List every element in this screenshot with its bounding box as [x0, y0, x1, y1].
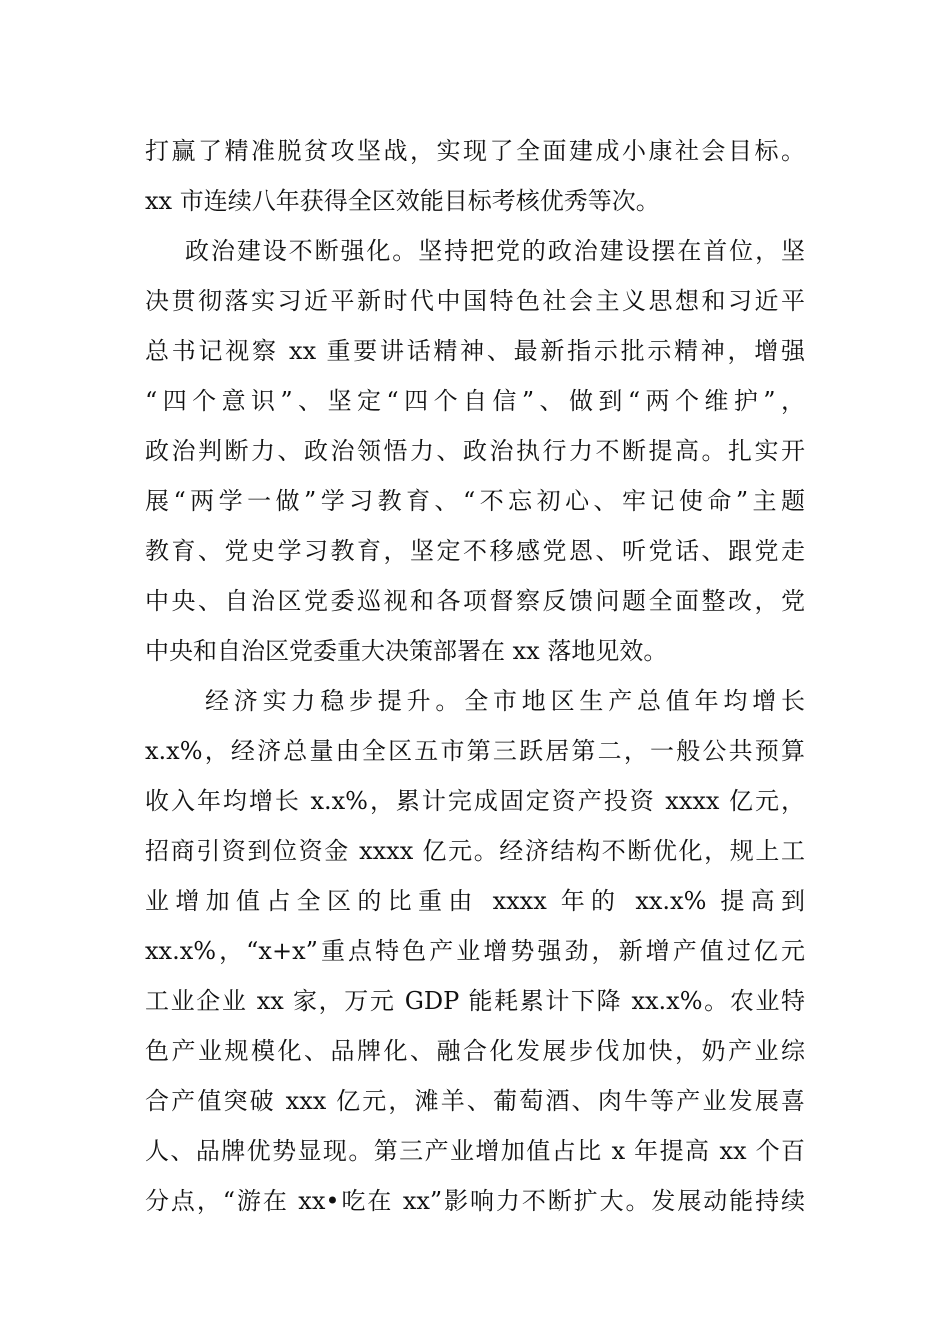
text-line: 招商引资到位资金 xxxx 亿元。经济结构不断优化，规上工 — [145, 837, 805, 865]
text-line: “四个意识”、坚定“四个自信”、做到“两个维护”， — [145, 387, 805, 415]
text-line: 人、品牌优势显现。第三产业增加值占比 x 年提高 xx 个百 — [145, 1137, 805, 1165]
text-line: 中央和自治区党委重大决策部署在 xx 落地见效。 — [145, 637, 668, 665]
text-line: 中央、自治区党委巡视和各项督察反馈问题全面整改，党 — [145, 587, 805, 615]
text-line: 收入年均增长 x.x%，累计完成固定资产投资 xxxx 亿元， — [145, 787, 805, 815]
paragraph-start-line: 政治建设不断强化。坚持把党的政治建设摆在首位，坚 — [185, 237, 805, 265]
text-line: 打赢了精准脱贫攻坚战，实现了全面建成小康社会目标。 — [145, 137, 805, 165]
paragraph-start-line: 经济实力稳步提升。全市地区生产总值年均增长 — [205, 687, 805, 715]
text-line: 决贯彻落实习近平新时代中国特色社会主义思想和习近平 — [145, 287, 805, 315]
text-line: 教育、党史学习教育，坚定不移感党恩、听党话、跟党走 — [145, 537, 805, 565]
text-line: 展“两学一做”学习教育、“不忘初心、牢记使命”主题 — [145, 487, 805, 515]
text-line: xx 市连续八年获得全区效能目标考核优秀等次。 — [145, 187, 660, 215]
text-line: 总书记视察 xx 重要讲话精神、最新指示批示精神，增强 — [145, 337, 805, 365]
text-line: x.x%，经济总量由全区五市第三跃居第二，一般公共预算 — [145, 737, 805, 765]
text-line: 业增加值占全区的比重由 xxxx 年的 xx.x% 提高到 — [145, 887, 805, 915]
text-line: 合产值突破 xxx 亿元，滩羊、葡萄酒、肉牛等产业发展喜 — [145, 1087, 805, 1115]
text-line: 政治判断力、政治领悟力、政治执行力不断提高。扎实开 — [145, 437, 805, 465]
text-line: 色产业规模化、品牌化、融合化发展步伐加快，奶产业综 — [145, 1037, 805, 1065]
text-line: xx.x%，“x+x”重点特色产业增势强劲，新增产值过亿元 — [145, 937, 805, 965]
text-line: 分点，“游在 xx•吃在 xx”影响力不断扩大。发展动能持续 — [145, 1187, 805, 1215]
text-line: 工业企业 xx 家，万元 GDP 能耗累计下降 xx.x%。农业特 — [145, 987, 805, 1015]
